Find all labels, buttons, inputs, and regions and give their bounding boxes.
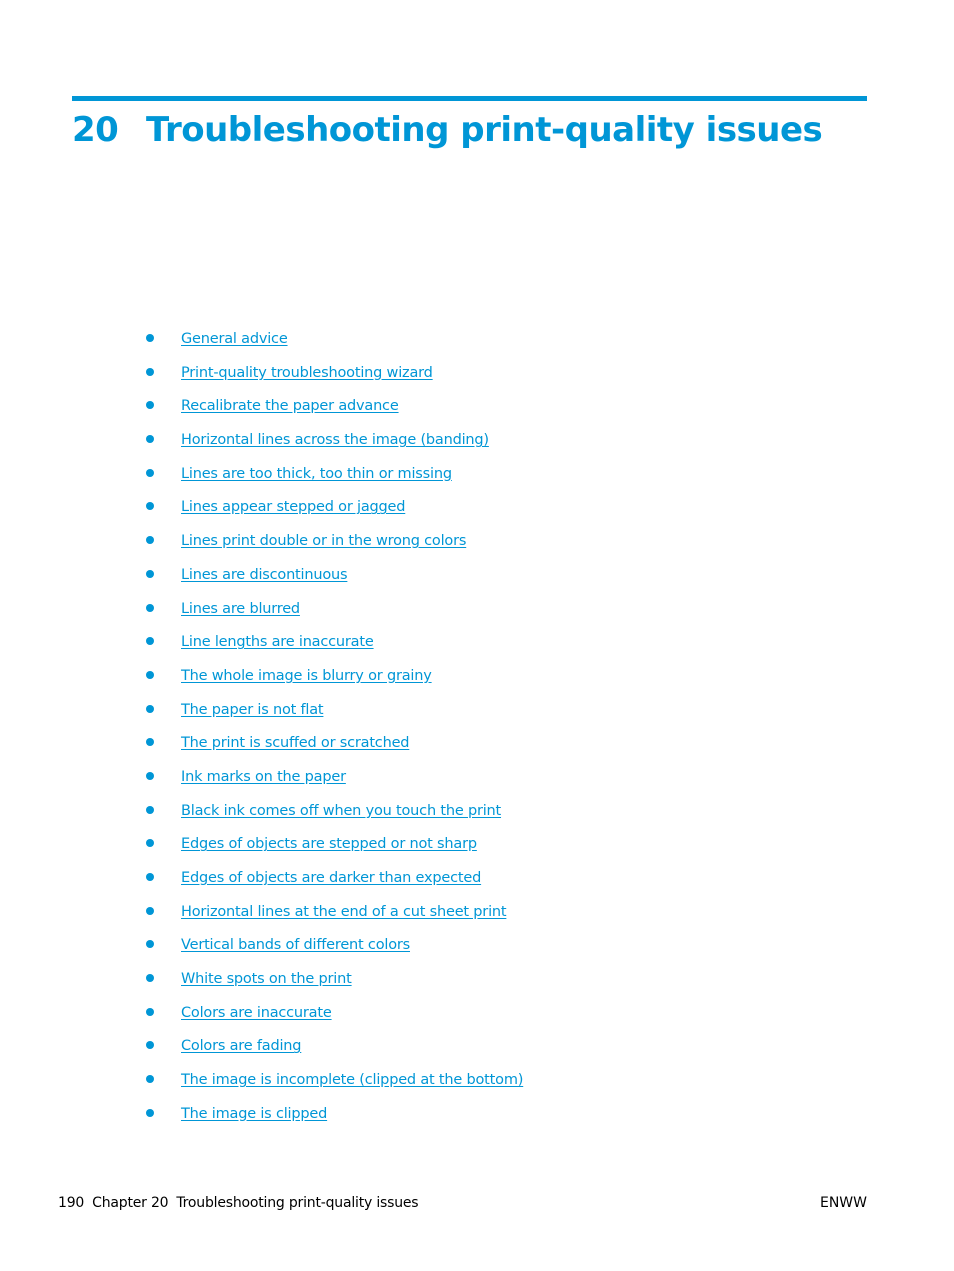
list-item (0, 860, 523, 894)
list-item (0, 489, 523, 523)
bullet-icon (146, 806, 154, 814)
topic-link[interactable]: Horizontal lines at the end of a cut sheet print (181, 903, 507, 920)
topic-link[interactable]: General advice (181, 331, 288, 347)
bullet-icon (146, 974, 154, 982)
list-item (0, 793, 523, 827)
bullet-icon (146, 873, 154, 881)
topic-link[interactable]: Colors are fading (181, 1038, 302, 1055)
list-item (0, 422, 523, 456)
topic-link[interactable]: Lines are discontinuous (181, 566, 348, 583)
topic-link[interactable]: White spots on the print (181, 971, 352, 988)
list-item (0, 995, 523, 1029)
chapter-number: 20 (72, 110, 119, 150)
topic-link[interactable]: Lines are too thick, too thin or missing (181, 465, 452, 482)
bullet-icon (146, 1008, 154, 1016)
list-item (0, 927, 523, 961)
topic-link[interactable]: Lines appear stepped or jagged (181, 499, 406, 516)
topic-link[interactable]: Colors are inaccurate (181, 1004, 332, 1021)
bullet-icon (146, 738, 154, 746)
topic-link[interactable]: The image is clipped (181, 1105, 328, 1122)
list-item (0, 1028, 523, 1062)
page-number: 190 (58, 1195, 85, 1211)
list-item (0, 624, 523, 658)
bullet-icon (146, 637, 154, 645)
topic-link[interactable]: The image is incomplete (clipped at the bottom) (181, 1072, 524, 1089)
bullet-icon (146, 570, 154, 578)
chapter-title: Troubleshooting print-quality issues (146, 110, 823, 150)
list-item (0, 388, 523, 422)
chapter-rule (72, 96, 867, 101)
list-item (0, 1062, 523, 1096)
topic-link[interactable]: The whole image is blurry or grainy (181, 667, 432, 684)
list-item (0, 591, 523, 625)
list-item (0, 759, 523, 793)
footer-chapter-title: Troubleshooting print-quality issues (176, 1195, 419, 1211)
bullet-icon (146, 502, 154, 510)
topic-link[interactable]: Edges of objects are darker than expected (181, 870, 482, 886)
bullet-icon (146, 671, 154, 679)
bullet-icon (146, 368, 154, 376)
topic-link[interactable]: Line lengths are inaccurate (181, 634, 374, 651)
topic-link[interactable]: Ink marks on the paper (181, 768, 346, 785)
topic-link[interactable]: The paper is not flat (181, 701, 324, 718)
bullet-icon (146, 1075, 154, 1083)
page-footer (58, 1192, 867, 1214)
list-item (0, 1096, 523, 1130)
list-item (0, 321, 523, 355)
bullet-icon (146, 401, 154, 409)
list-item (0, 894, 523, 928)
bullet-icon (146, 469, 154, 477)
topic-link-list (0, 321, 523, 1130)
bullet-icon (146, 839, 154, 847)
bullet-icon (146, 1109, 154, 1117)
list-item (0, 826, 523, 860)
bullet-icon (146, 334, 154, 342)
list-item (0, 523, 523, 557)
list-item (0, 557, 523, 591)
list-item (0, 355, 523, 389)
list-item (0, 456, 523, 490)
topic-link[interactable]: Black ink comes off when you touch the print (181, 802, 502, 819)
topic-link[interactable]: Print-quality troubleshooting wizard (181, 364, 433, 381)
topic-link[interactable]: Horizontal lines across the image (banding) (181, 432, 489, 449)
footer-chapter-label: Chapter 20 (92, 1195, 169, 1211)
list-item (0, 725, 523, 759)
bullet-icon (146, 940, 154, 948)
bullet-icon (146, 1041, 154, 1049)
topic-link[interactable]: Lines print double or in the wrong colors (181, 533, 467, 550)
bullet-icon (146, 435, 154, 443)
topic-link[interactable]: Vertical bands of different colors (181, 937, 410, 954)
chapter-heading (72, 106, 822, 154)
bullet-icon (146, 604, 154, 612)
bullet-icon (146, 907, 154, 915)
bullet-icon (146, 536, 154, 544)
footer-doc-code: ENWW (819, 1195, 867, 1211)
list-item (0, 692, 523, 726)
topic-link[interactable]: Lines are blurred (181, 600, 300, 617)
topic-link[interactable]: The print is scuffed or scratched (181, 735, 410, 752)
list-item (0, 961, 523, 995)
list-item (0, 658, 523, 692)
bullet-icon (146, 772, 154, 780)
bullet-icon (146, 705, 154, 713)
topic-link[interactable]: Edges of objects are stepped or not sharp (181, 836, 477, 853)
topic-link[interactable]: Recalibrate the paper advance (181, 398, 399, 415)
